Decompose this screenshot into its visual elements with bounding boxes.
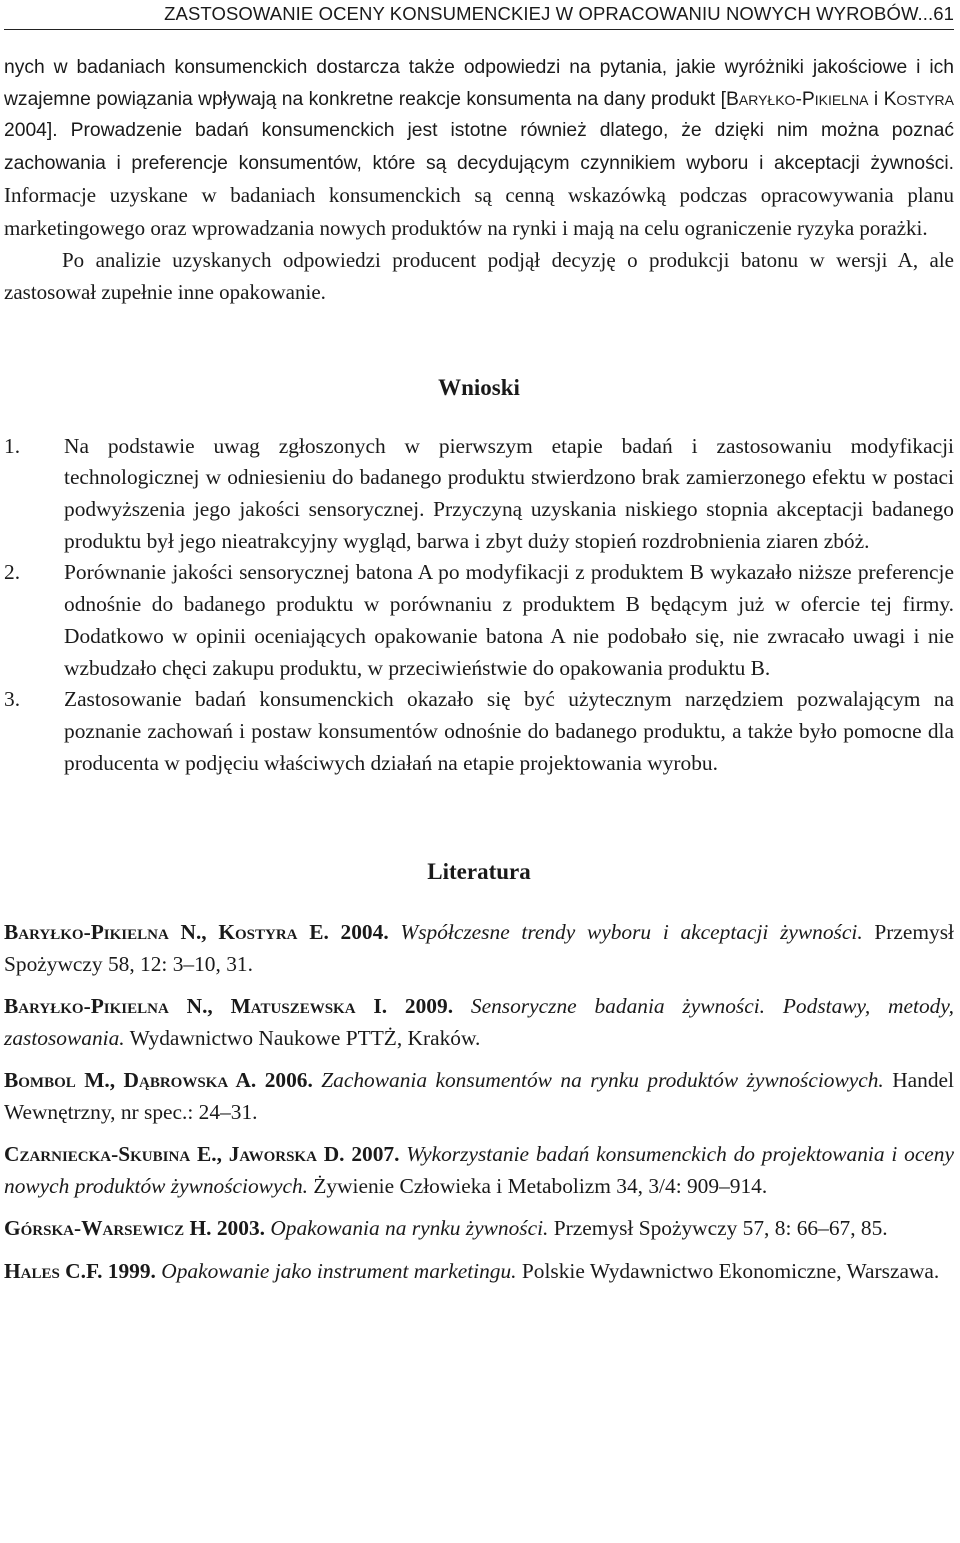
running-header-title: ZASTOSOWANIE OCENY KONSUMENCKIEJ W OPRACOWANIU NOWYCH WYROBÓW... — [164, 3, 934, 24]
citation-year: 2004 — [4, 120, 47, 142]
reference-title: Sensoryczne badania żywności. Podstawy, metody, zastosowania. — [4, 994, 954, 1050]
conclusion-item — [4, 684, 954, 779]
reference-authors: Baryłko-Pikielna N., Kostyra E. — [4, 920, 329, 945]
reference-source: Żywienie Człowieka i Metabolizm 34, 3/4: 909–914. — [307, 1173, 768, 1198]
reference-source: Wydawnictwo Naukowe PTTŻ, Kraków. — [124, 1025, 481, 1050]
reference-authors: Hales C.F. — [4, 1258, 103, 1283]
reference-title: Opakowanie jako instrument marketingu. — [155, 1258, 517, 1283]
reference-entry — [4, 1256, 954, 1288]
conclusion-text: Na podstawie uwag zgłoszonych w pierwszym etapie badań i zastosowaniu modyfikacji technologicznej w odniesieniu do badanego produktu stwierdzono brak zamierzonego efektu w postaci podwyższenia jego jakości sensorycznej. Przyczyną uzyskania niskiego stopnia akceptacji badanego produktu był jego nieatrakcyjny wygląd, barwa i zbyt duży stopień rozdrobnienia ziaren zbóż. — [64, 433, 954, 553]
reference-year: 2009. — [387, 994, 454, 1019]
reference-authors: Górska-Warsewicz H. — [4, 1216, 212, 1241]
references-heading: Literatura — [427, 859, 531, 885]
reference-source: Przemysł Spożywczy 58, 12: 3–10, 31. — [4, 920, 954, 976]
intro-text-span: Informacje uzyskane w badaniach konsumenckich są cenną wskazówką podczas opracowywania planu marketingowego oraz wprowadzania nowych produktów na rynki i mają na celu ograniczenie ryzyka porażki. — [4, 182, 954, 240]
reference-year: 2006. — [256, 1068, 313, 1093]
reference-authors: Czarniecka-Skubina E., Jaworska D. — [4, 1142, 345, 1167]
reference-entry — [4, 917, 954, 980]
citation-connector: i — [868, 88, 884, 110]
reference-year: 1999. — [102, 1258, 156, 1283]
reference-source: Polskie Wydawnictwo Ekonomiczne, Warszawa. — [516, 1258, 940, 1283]
conclusions-heading: Wnioski — [438, 374, 520, 400]
reference-authors: Baryłko-Pikielna N., Matuszewska I. — [4, 994, 388, 1019]
intro-paragraph-1 — [4, 52, 954, 245]
intro-text-span: ]. Prowadzenie badań konsumenckich jest istotne również dlatego, że dzięki nim można poznać zachowania i preferencje konsumentów, które są decydującym czynnikiem wyboru i akceptacji żywności. — [4, 120, 954, 175]
reference-entry — [4, 991, 954, 1054]
reference-entry — [4, 1065, 954, 1128]
conclusion-number: 2. — [4, 560, 21, 585]
conclusion-item — [4, 431, 954, 558]
conclusion-item — [4, 557, 954, 684]
conclusion-text: Zastosowanie badań konsumenckich okazało się być użytecznym narzędziem pozwalającym na poznanie zachowań i postaw konsumentów odnośnie do badanego produktu, a także było pomocne dla producenta w podjęciu właściwych działań na etapie projektowania wyrobu. — [64, 687, 954, 775]
reference-entry — [4, 1213, 954, 1245]
reference-year: 2007. — [344, 1142, 400, 1167]
document-page — [4, 0, 954, 1298]
reference-authors: Bombol M., Dąbrowska A. — [4, 1068, 257, 1093]
conclusion-text: Porównanie jakości sensorycznej batona A po modyfikacji z produktem B wykazało niższe preferencje odnośnie do badanego produktu w porównaniu z produktem B będącym już w ofercie tej firmy. Dodatkowo w opinii oceniających opakowanie batona A nie podobało się, nie zwracało uwagi i nie wzbudzało chęci zakupu produktu, w przeciwieństwie do opakowania produktu B. — [64, 560, 954, 680]
intro-text — [4, 52, 954, 309]
conclusion-number: 1. — [4, 433, 21, 458]
conclusion-number: 3. — [4, 687, 21, 712]
running-header — [4, 0, 954, 30]
reference-title: Zachowania konsumentów na rynku produktów żywnościowych. — [312, 1068, 884, 1093]
reference-entry — [4, 1139, 954, 1202]
conclusions-list — [4, 431, 954, 780]
reference-title: Współczesne trendy wyboru i akceptacji żywności. — [388, 920, 863, 945]
citation-author: Baryłko-Pikielna — [726, 88, 869, 110]
reference-title: Opakowania na rynku żywności. — [265, 1216, 549, 1241]
page-number: 61 — [933, 3, 954, 24]
intro-paragraph-2: Po analizie uzyskanych odpowiedzi producent podjął decyzję o produkcji batonu w wersji A, ale zastosował zupełnie inne opakowanie. — [4, 248, 954, 304]
reference-source: Przemysł Spożywczy 57, 8: 66–67, 85. — [548, 1216, 888, 1241]
reference-year: 2004. — [328, 920, 389, 945]
references-list — [4, 917, 954, 1287]
reference-title: Wykorzystanie badań konsumenckich do projektowania i oceny nowych produktów żywnościowych. — [4, 1142, 954, 1198]
reference-year: 2003. — [211, 1216, 265, 1241]
reference-source: Handel Wewnętrzny, nr spec.: 24–31. — [4, 1068, 954, 1124]
citation-author: Kostyra — [883, 88, 954, 110]
intro-text-span: nych w badaniach konsumenckich dostarcza także odpowiedzi na pytania, jakie wyróżniki jakościowe i ich wzajemne powiązania wpływają na konkretne reakcje konsumenta na dany produkt [ — [4, 57, 954, 110]
